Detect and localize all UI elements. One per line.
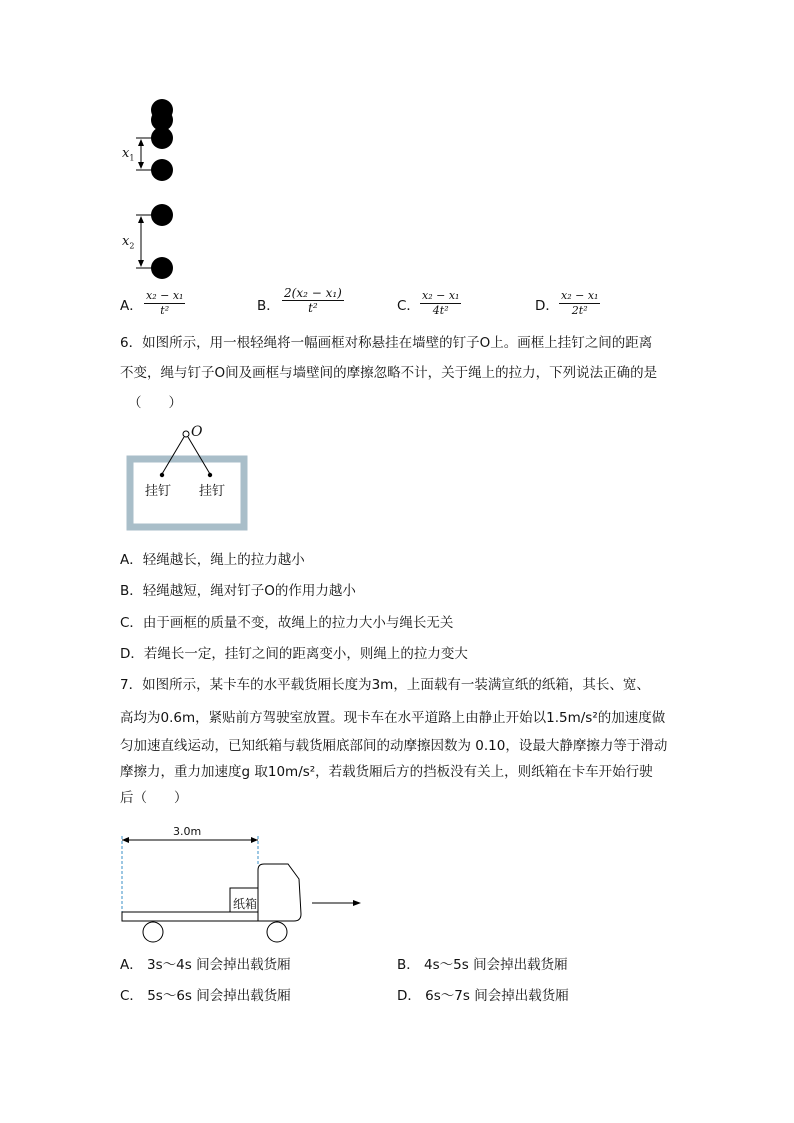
- q5-option-a-denominator: t²: [160, 304, 170, 317]
- ball-5: [151, 204, 173, 226]
- nail-o-label: O: [191, 424, 203, 440]
- box-label: 纸箱: [233, 897, 258, 911]
- q6-option-c[interactable]: C．由于画框的质量不变，故绳上的拉力大小与绳长无关: [120, 615, 454, 631]
- q7-option-d[interactable]: D． 6s～7s 间会掉出载货厢: [397, 988, 569, 1004]
- q7-stem-line-2: 高均为0.6m，紧贴前方驾驶室放置。现卡车在水平道路上由静止开始以1.5m/s²的加速度做: [120, 710, 666, 726]
- q6-option-b[interactable]: B．轻绳越短，绳对钉子O的作用力越小: [120, 583, 356, 599]
- q5-option-b-letter[interactable]: B．: [257, 298, 280, 314]
- q6-figure: [124, 422, 254, 534]
- hook-left-dot: [160, 473, 164, 477]
- hook-left-label: 挂钉: [145, 484, 172, 499]
- truck-cab: [258, 864, 301, 921]
- q7-stem-line-1: 7．如图所示，某卡车的水平载货厢长度为3m，上面载有一装满宣纸的纸箱，其长、宽、: [120, 677, 650, 693]
- q6-stem-line-1: 6．如图所示，用一根轻绳将一幅画框对称悬挂在墙壁的钉子O上。画框上挂钉之间的距离: [120, 335, 653, 351]
- q5-option-b-numerator: 2(x₂ − x₁): [284, 286, 342, 300]
- q5-option-a-letter[interactable]: A．: [120, 298, 143, 314]
- hook-right-label: 挂钉: [199, 484, 226, 499]
- motion-arrow-head: [353, 900, 361, 906]
- length-arrow-left: [122, 837, 129, 843]
- q5-option-b-denominator: t²: [308, 301, 318, 315]
- q5-option-b-fraction: [282, 287, 344, 314]
- q6-option-a[interactable]: A．轻绳越长，绳上的拉力越小: [120, 552, 305, 568]
- hook-right-dot: [208, 473, 212, 477]
- q5-figure: [112, 96, 192, 282]
- x1-dimension: [136, 138, 152, 170]
- q7-stem-line-5: 后（ ）: [120, 790, 188, 806]
- q6-stem-line-2: 不变，绳与钉子O间及画框与墙壁间的摩擦忽略不计，关于绳上的拉力，下列说法正确的是: [120, 365, 658, 381]
- q7-truck-figure: [116, 822, 366, 944]
- q7-stem-line-3: 匀加速直线运动，已知纸箱与载货厢底部间的动摩擦因数为 0.10，设最大静摩擦力等于滑动: [120, 738, 668, 754]
- x2-arrow-up: [138, 216, 144, 223]
- q5-option-c-denominator: 4t²: [432, 304, 449, 317]
- x1-arrow-down: [138, 162, 144, 169]
- ball-3: [151, 127, 173, 149]
- q5-option-d-letter[interactable]: D．: [535, 298, 559, 314]
- q7-option-b[interactable]: B． 4s～5s 间会掉出载货厢: [397, 957, 568, 973]
- x2-arrow-down: [138, 260, 144, 267]
- length-label: 3.0m: [173, 825, 202, 838]
- q5-option-d-denominator: 2t²: [571, 304, 588, 317]
- x2-label: $x_2$: [122, 234, 135, 251]
- cargo-bed: [122, 912, 258, 921]
- q6-stem-line-3: （ ）: [128, 395, 182, 411]
- q5-option-c-fraction: [420, 290, 461, 317]
- q7-option-c[interactable]: C． 5s～6s 间会掉出载货厢: [120, 988, 291, 1004]
- q7-option-a[interactable]: A． 3s～4s 间会掉出载货厢: [120, 957, 291, 973]
- q5-option-a-fraction: [144, 290, 185, 317]
- ball-4: [151, 159, 173, 181]
- q5-option-c-letter[interactable]: C．: [397, 298, 420, 314]
- x1-label: $x_1$: [122, 146, 135, 163]
- q5-option-d-numerator: x₂ − x₁: [561, 289, 599, 302]
- length-arrow-right: [251, 837, 258, 843]
- nail-o: [183, 431, 189, 437]
- front-wheel: [267, 922, 287, 942]
- rear-wheel: [143, 922, 163, 942]
- q7-stem-line-4: 摩擦力，重力加速度g 取10m/s²，若载货厢后方的挡板没有关上，则纸箱在卡车开始行驶: [120, 764, 653, 780]
- q5-option-c-numerator: x₂ − x₁: [422, 289, 460, 302]
- q5-option-a-numerator: x₂ − x₁: [146, 289, 184, 302]
- x1-arrow-up: [138, 139, 144, 146]
- q6-option-d[interactable]: D．若绳长一定，挂钉之间的距离变小，则绳上的拉力变大: [120, 646, 468, 662]
- ball-6: [151, 257, 173, 279]
- q5-option-d-fraction: [559, 290, 600, 317]
